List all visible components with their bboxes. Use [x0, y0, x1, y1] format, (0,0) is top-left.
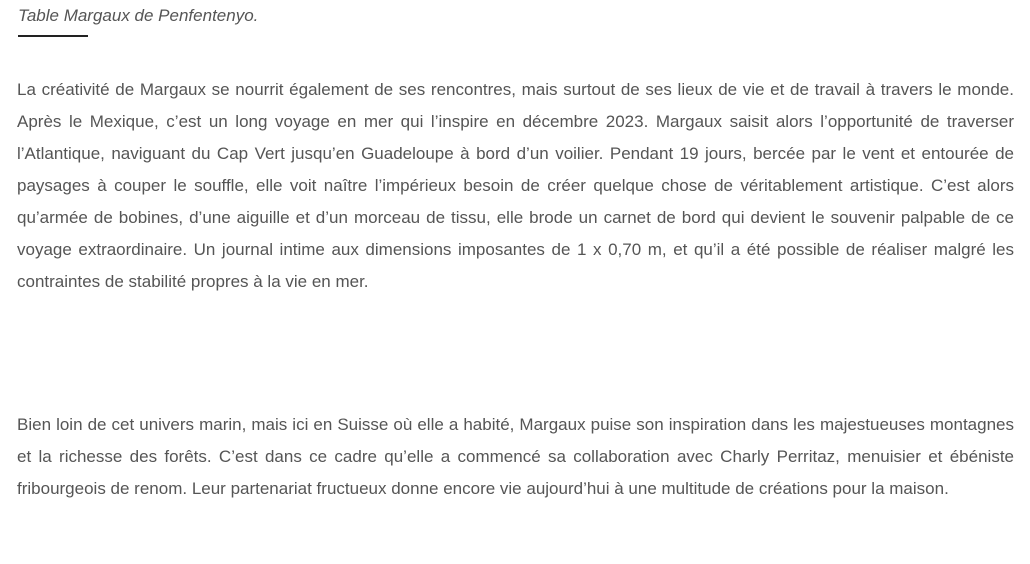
paragraph-switzerland: Bien loin de cet univers marin, mais ici en Suisse où elle a habité, Margaux puise son inspiration dans les majestueuses montagnes et la richesse des forêts. C’est dans ce cadre qu’elle a commencé sa collaboration avec Charly Perritaz, menuisier et ébéniste fribourgeois de renom. Leur partenariat fructueux donne encore vie aujourd’hui à une multitude de créations pour la maison.: [17, 415, 1014, 498]
caption-underline: [18, 35, 88, 37]
image-caption: Table Margaux de Penfentenyo.: [18, 6, 259, 25]
image-caption-block: [18, 4, 258, 37]
paragraph-voyage: La créativité de Margaux se nourrit également de ses rencontres, mais surtout de ses lieux de vie et de travail à travers le monde. Après le Mexique, c’est un long voyage en mer qui l’inspire en décembre 2023. Margaux saisit alors l’opportunité de traverser l’Atlantique, naviguant du Cap Vert jusqu’en Guadeloupe à bord d’un voilier. Pendant 19 jours, bercée par le vent et entourée de paysages à couper le souffle, elle voit naître l’impérieux besoin de créer quelque chose de véritablement artistique. C’est alors qu’armée de bobines, d’une aiguille et d’un morceau de tissu, elle brode un carnet de bord qui devient le souvenir palpable de ce voyage extraordinaire. Un journal intime aux dimensions imposantes de 1 x 0,70 m, et qu’il a été possible de réaliser malgré les contraintes de stabilité propres à la vie en mer.: [17, 80, 1014, 291]
